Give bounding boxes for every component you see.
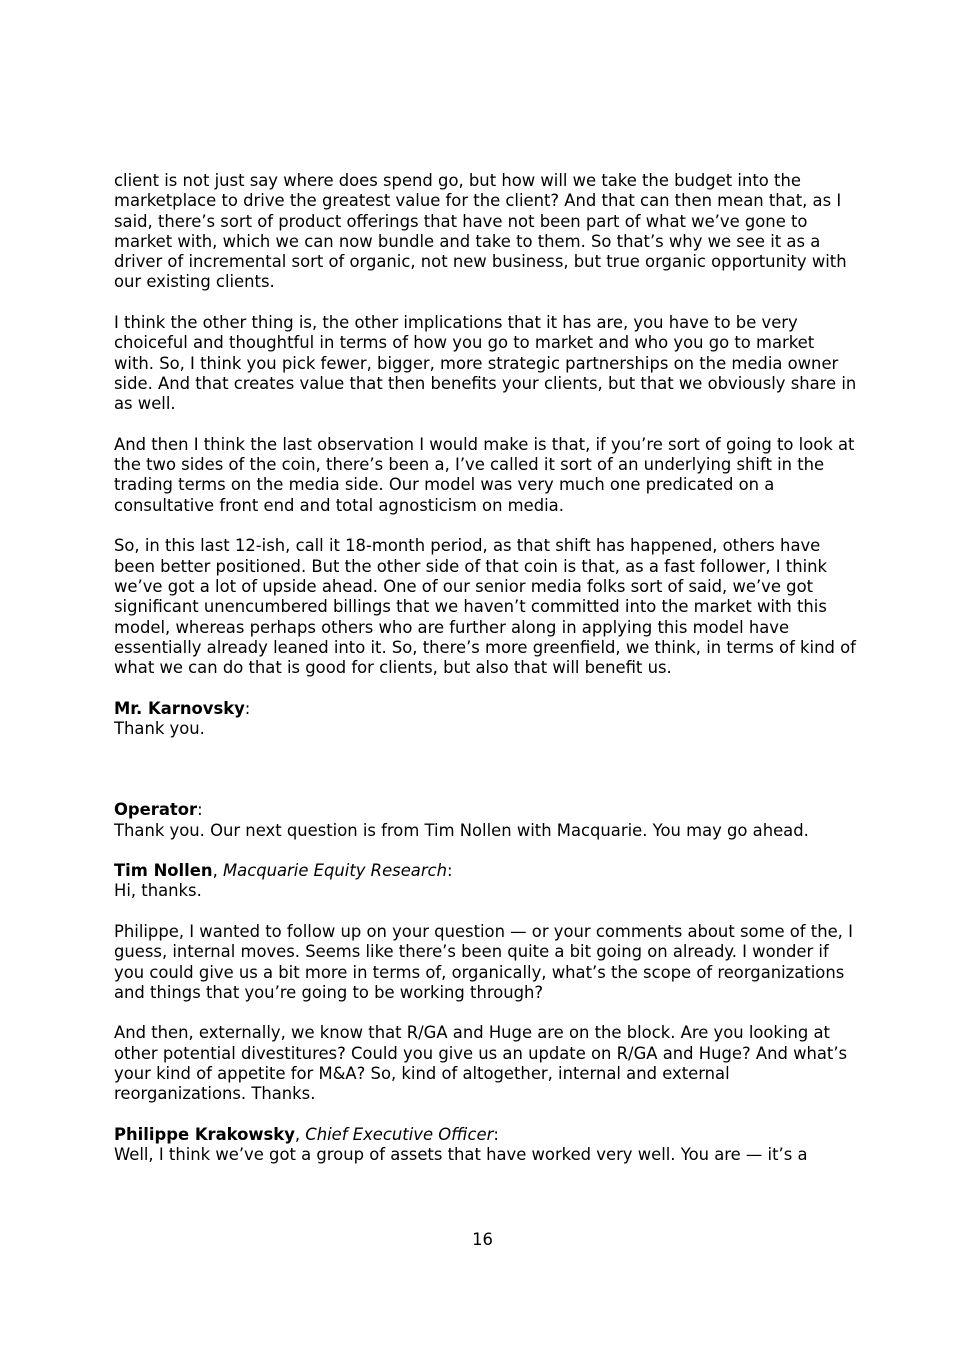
speaker-text: Hi, thanks. — [114, 881, 202, 901]
speaker-turn-krakowsky — [114, 1125, 859, 1166]
speaker-text: Well, I think we’ve got a group of assets that have worked very well. You are — it’s a — [114, 1145, 808, 1165]
speaker-turn-operator — [114, 800, 859, 841]
speaker-label — [114, 699, 859, 719]
speaker-turn-nollen — [114, 861, 859, 902]
speaker-text: Thank you. — [114, 719, 205, 739]
transcript-body — [114, 171, 859, 1186]
speaker-label — [114, 800, 859, 820]
speaker-name: Philippe Krakowsky — [114, 1124, 295, 1144]
speaker-separator: , — [294, 1124, 306, 1144]
speaker-role: Chief Executive Officer — [305, 1124, 494, 1144]
speaker-separator: , — [212, 861, 224, 881]
transcript-paragraph: Philippe, I wanted to follow up on your question — or your comments about some of the, I guess, internal moves. Seems like there’s been quite a bit going on already. I wonder if you could give us a bit more in terms of, organically, what’s the scope of reorganizations and things that you’re going to be working through? — [114, 921, 853, 1002]
transcript-paragraph: And then, externally, we know that R/GA and Huge are on the block. Are you looking at other potential divestitures? Could you give us an update on R/GA and Huge? And what’s your kind of appetite for M&A? So, kind of altogether, internal and external reorganizations. Thanks. — [114, 1023, 848, 1104]
speaker-colon: : — [493, 1124, 499, 1144]
speaker-label — [114, 861, 859, 881]
transcript-paragraph: And then I think the last observation I would make is that, if you’re sort of going to look at the two sides of the coin, there’s been a, I’ve called it sort of an underlying shift in the trading terms on the media side. Our model was very much one predicated on a consultative front end and total agnosticism on media. — [114, 434, 855, 515]
transcript-paragraph: So, in this last 12-ish, call it 18-month period, as that shift has happened, others have been better positioned. But the other side of that coin is that, as a fast follower, I think we’ve got a lot of upside ahead. One of our senior media folks sort of said, we’ve got significant unencumbered billings that we haven’t committed into the market with this model, whereas perhaps others who are further along in applying this model have essentially already leaned into it. So, there’s more greenfield, we think, in terms of kind of what we can do that is good for clients, but also that will benefit us. — [114, 536, 856, 678]
transcript-paragraph: I think the other thing is, the other implications that it has are, you have to be very choiceful and thoughtful in terms of how you go to market and who you go to market with. So, I think you pick fewer, bigger, more strategic partnerships on the media owner side. And that creates value that then benefits your clients, but that we obviously share in as well. — [114, 313, 857, 414]
speaker-label — [114, 1125, 859, 1145]
speaker-name: Tim Nollen — [114, 861, 213, 881]
transcript-paragraph: client is not just say where does spend go, but how will we take the budget into the marketplace to drive the greatest value for the client? And that can then mean that, as I said, there’s sort of product offerings that have not been part of what we’ve gone to market with, which we can now bundle and take to them. So that’s why we see it as a driver of incremental sort of organic, not new business, but true organic opportunity with our existing clients. — [114, 171, 847, 292]
speaker-colon: : — [244, 698, 251, 718]
speaker-name: Operator — [114, 800, 198, 820]
speaker-name: Mr. Karnovsky — [114, 698, 245, 718]
page-number: 16 — [472, 1230, 493, 1249]
speaker-turn-karnovsky — [114, 699, 859, 740]
speaker-colon: : — [446, 861, 453, 881]
speaker-colon: : — [197, 800, 203, 820]
speaker-role: Macquarie Equity Research — [223, 861, 447, 881]
speaker-text: Thank you. Our next question is from Tim Nollen with Macquarie. You may go ahead. — [114, 820, 809, 840]
